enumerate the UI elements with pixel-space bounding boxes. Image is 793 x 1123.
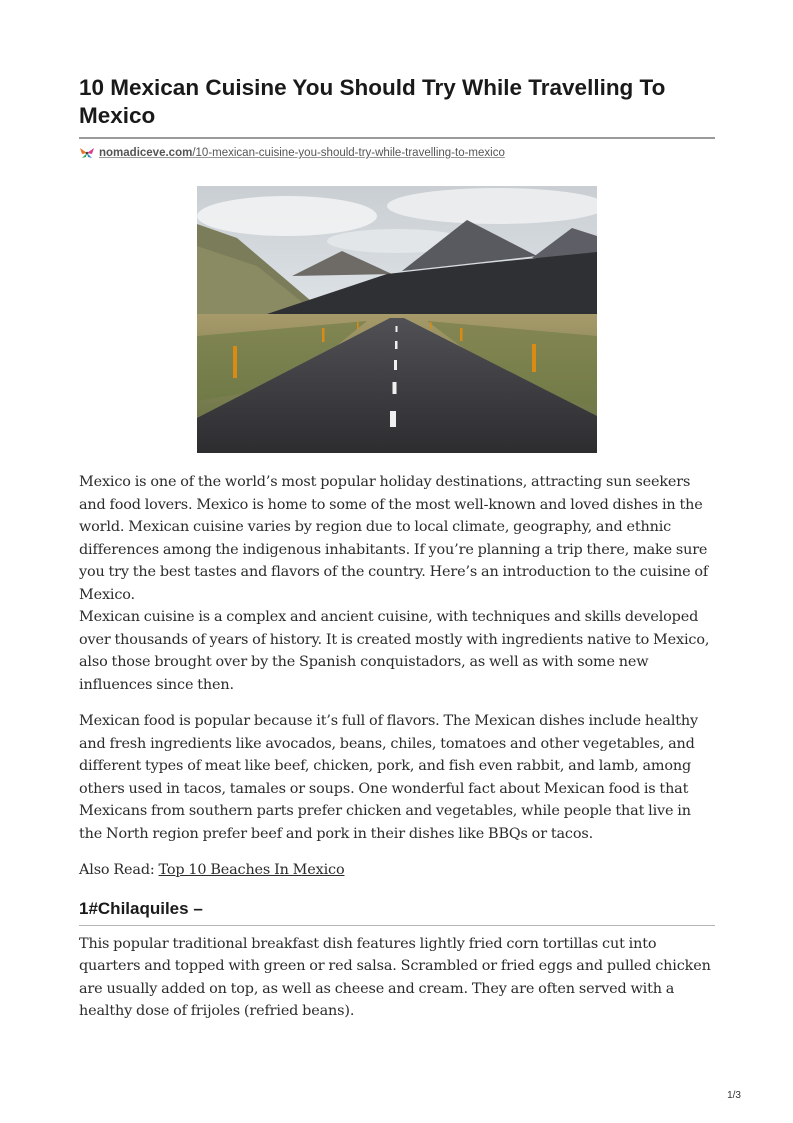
- source-link[interactable]: [99, 147, 505, 159]
- flavors-paragraph: Mexican food is popular because it’s full of flavors. The Mexican dishes include healthy and fresh ingredients like avocados, beans, chiles, tomatoes and other vegetables, and different types of meat like beef, chicken, pork, and fish even rabbit, and lamb, among others used in tacos, tamales or soups. One wonderful fact about Mexican food is that Mexicans from southern parts prefer chicken and vegetables, while people that live in the North region prefer beef and pork in their dishes like BBQs or tacos.: [79, 713, 699, 842]
- article-body: [79, 471, 715, 1023]
- article: [79, 74, 715, 1019]
- also-read-link[interactable]: Top 10 Beaches In Mexico: [158, 862, 345, 878]
- source-path: /10-mexican-cuisine-you-should-try-while-travelling-to-mexico: [192, 147, 505, 159]
- source-line: [79, 145, 715, 161]
- also-read: [79, 859, 715, 882]
- section-paragraph: This popular traditional breakfast dish features lightly fried corn tortillas cut into quarters and topped with green or red salsa. Scrambled or fried eggs and pulled chicken are usually added on top, as well as cheese and cream. They are often served with a healthy dose of frijoles (refried beans).: [79, 935, 711, 1019]
- section-heading: 1#Chilaquiles –: [79, 898, 715, 926]
- page-number: 1/3: [727, 1090, 741, 1101]
- intro-paragraph: Mexico is one of the world’s most popular holiday destinations, attracting sun seekers and food lovers. Mexico is home to some of the most well-known and loved dishes in the world. Mexican cuisine varies by region due to local climate, geography, and ethnic differences among the indigenous inhabitants. If you’re planning a trip there, make sure you try the best tastes and flavors of the country. Here’s an introduction to the cuisine of Mexico.: [79, 474, 709, 603]
- history-paragraph: Mexican cuisine is a complex and ancient cuisine, with techniques and skills developed over thousands of years of history. It is created mostly with ingredients native to Mexico, also those brought over by the Spanish conquistadors, as well as with some new influences since then.: [79, 609, 710, 693]
- also-read-label: Also Read:: [79, 862, 159, 878]
- site-logo-icon: [79, 146, 95, 160]
- page-title: 10 Mexican Cuisine You Should Try While Travelling To Mexico: [79, 74, 715, 139]
- source-domain: nomadiceve.com: [99, 147, 193, 159]
- hero-image: [197, 186, 597, 453]
